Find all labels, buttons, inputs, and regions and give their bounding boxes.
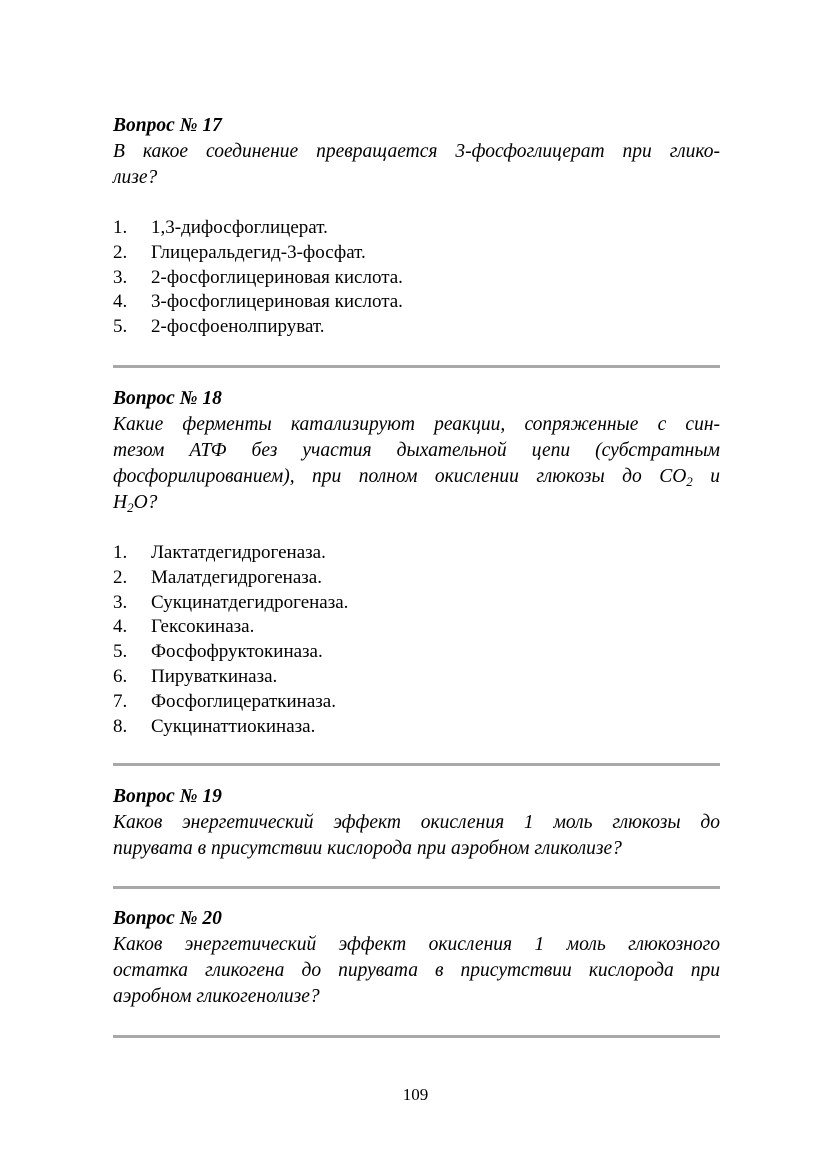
question-text-line <box>113 490 720 516</box>
option-number: 7. <box>113 690 128 712</box>
question-text-line: Каков энергетический эффект окисления 1 моль глюкозы до <box>113 812 720 833</box>
question-20 <box>113 906 720 1010</box>
section-divider <box>113 763 720 766</box>
section-divider <box>113 886 720 889</box>
option-number: 4. <box>113 291 128 313</box>
option-text: 2-фосфоенолпируват. <box>151 316 325 338</box>
question-title: Вопрос № 20 <box>113 908 222 929</box>
answer-option <box>113 216 720 241</box>
question-text-line: Какие ферменты катализируют реакции, сопряженные с син- <box>113 414 720 435</box>
question-text-line: лизе? <box>113 167 158 188</box>
option-number: 2. <box>113 241 128 263</box>
question-title: Вопрос № 17 <box>113 115 222 136</box>
question-text-line: Каков энергетический эффект окисления 1 моль глюкозного <box>113 934 720 955</box>
option-text: Лактатдегидрогеназа. <box>151 542 326 563</box>
question-text <box>113 412 720 516</box>
option-text: Пируваткиназа. <box>151 665 278 687</box>
option-text: Фосфоглицераткиназа. <box>151 690 336 712</box>
option-number: 5. <box>113 316 128 338</box>
answer-option <box>113 665 720 690</box>
answer-option <box>113 715 720 740</box>
option-number: 6. <box>113 665 128 687</box>
option-text: Сукцинатдегидрогеназа. <box>151 591 349 613</box>
option-number: 1. <box>113 542 128 563</box>
subscript: 2 <box>686 474 693 489</box>
option-number: 4. <box>113 616 128 638</box>
section-divider <box>113 1035 720 1038</box>
answer-options <box>113 216 720 340</box>
question-text <box>113 810 720 862</box>
answer-option <box>113 541 720 566</box>
option-number: 1. <box>113 217 128 238</box>
answer-option <box>113 566 720 591</box>
option-text: Фосфофруктокиназа. <box>151 641 323 663</box>
option-text: 3-фосфоглицериновая кислота. <box>151 291 403 313</box>
question-text-line: остатка гликогена до пирувата в присутствии кислорода при <box>113 960 720 981</box>
question-17 <box>113 113 720 340</box>
answer-option <box>113 591 720 616</box>
line-tail: и <box>692 466 721 487</box>
page-number: 109 <box>402 1085 429 1104</box>
answer-options <box>113 541 720 739</box>
answer-option <box>113 690 720 715</box>
subscript: 2 <box>127 500 134 515</box>
question-title: Вопрос № 19 <box>113 786 222 807</box>
option-number: 3. <box>113 266 128 288</box>
line-text: O? <box>133 492 158 513</box>
line-text: фосфорилированием), при полном окислении глюкозы до CO <box>113 466 687 487</box>
option-text: Глицеральдегид-3-фосфат. <box>151 241 366 263</box>
answer-option <box>113 290 720 315</box>
option-text: Гексокиназа. <box>151 616 255 638</box>
answer-option <box>113 315 720 340</box>
option-text: 1,3-дифосфоглицерат. <box>151 217 328 238</box>
question-text <box>113 932 720 1010</box>
line-head: H <box>113 492 128 513</box>
option-text: Малатдегидрогеназа. <box>151 566 322 588</box>
question-19 <box>113 784 720 862</box>
answer-option <box>113 640 720 665</box>
option-number: 5. <box>113 641 128 663</box>
option-number: 3. <box>113 591 128 613</box>
question-text-line <box>113 464 720 490</box>
answer-option <box>113 266 720 291</box>
question-text <box>113 139 720 191</box>
question-18 <box>113 386 720 739</box>
question-text-line: В какое соединение превращается 3-фосфоглицерат при глико- <box>113 141 720 162</box>
answer-option <box>113 615 720 640</box>
option-number: 2. <box>113 566 128 588</box>
question-text-line: пирувата в присутствии кислорода при аэробном гликолизе? <box>113 838 622 859</box>
question-text-line: тезом АТФ без участия дыхательной цепи (субстратным <box>113 440 720 461</box>
question-text-line: аэробном гликогенолизе? <box>113 986 320 1007</box>
option-number: 8. <box>113 715 128 737</box>
question-title: Вопрос № 18 <box>113 388 222 409</box>
option-text: 2-фосфоглицериновая кислота. <box>151 266 403 288</box>
section-divider <box>113 365 720 368</box>
answer-option <box>113 241 720 266</box>
option-text: Сукцинаттиокиназа. <box>151 715 316 737</box>
